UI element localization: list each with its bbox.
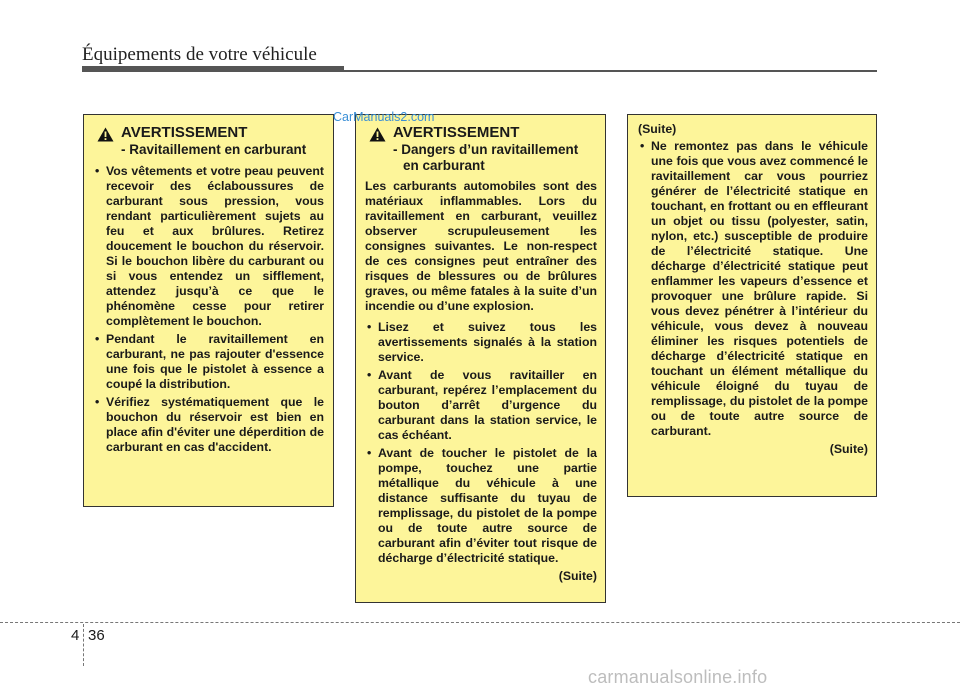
- warning-title: AVERTISSEMENT: [121, 124, 248, 141]
- header-rule: [82, 70, 877, 72]
- page-header-title: Équipements de votre véhicule: [82, 44, 317, 65]
- list-item: • Vérifiez systématiquement que le bouchon du réservoir est bien en place afin d'éviter une déperdition de carburant en cas d'accident.: [93, 395, 324, 455]
- list-item: • Avant de vous ravitailler en carburant, repérez l’emplacement du bouton d’arrêt d’urgence du carburant dans la station service, le cas échéant.: [365, 368, 597, 443]
- continued-label: (Suite): [829, 442, 868, 456]
- warning-heading: [93, 124, 324, 158]
- chapter-number: 4: [71, 627, 80, 644]
- page-number-divider: [83, 624, 84, 666]
- warning-bullet-list: [638, 139, 868, 439]
- warning-triangle-icon: [369, 127, 386, 142]
- warning-box-refueling-dangers: [355, 114, 606, 603]
- list-item: • Pendant le ravitaillement en carburant, ne pas rajouter d'essence une fois que le pistolet à essence a coupé la distribution.: [93, 332, 324, 392]
- list-item: • Ne remontez pas dans le véhicule une fois que vous avez commencé le ravitaillement car vous pourriez générer de l’électricité statique en touchant, en frottant ou en effleurant un objet ou tissu (polyester, satin, nylon, etc.) susceptible de produire de l’électricité statique. Une décharge d’électricité statique peut enflammer les vapeurs d’essence et provoquer une brûlure rapide. Si vous devez pénétrer à l’intérieur du véhicule, vous devez à nouveau éliminer les risques potentiels de décharge d’électricité statique en touchant un élément métallique du véhicule éloigné du tuyau de remplissage, du pistolet de la pompe ou de toute autre source de carburant.: [638, 139, 868, 439]
- list-item: • Lisez et suivez tous les avertissements signalés à la station service.: [365, 320, 597, 365]
- footer-rule: [0, 622, 960, 623]
- continued-label: (Suite): [558, 569, 597, 583]
- watermark-top: CarManuals2.com: [333, 110, 435, 124]
- warning-triangle-icon: [97, 127, 114, 142]
- list-item: • Avant de toucher le pistolet de la pompe, touchez une partie métallique du véhicule à une distance suffisante du tuyau de remplissage, du pistolet de la pompe ou de toute autre source de carburant afin d’éviter tout risque de décharge d’électricité statique.: [365, 446, 597, 566]
- warning-box-refueling: [83, 114, 334, 507]
- warning-box-continued: [627, 114, 877, 497]
- warning-bullet-list: [365, 320, 597, 566]
- warning-heading: [365, 124, 597, 174]
- warning-intro: Les carburants automobiles sont des matériaux inflammables. Lors du ravitaillement en carburant, veuillez observer scrupuleusement les consignes suivantes. Le non-respect de ces consignes peut entraîner des risques de blessures ou de brûlures graves, ou même fatales à la suite d’un incendie ou d’une explosion.: [365, 179, 597, 313]
- continued-from-label: (Suite): [638, 122, 677, 136]
- warning-subtitle: - Ravitaillement en carburant: [121, 142, 307, 157]
- watermark-bottom: carmanualsonline.info: [588, 667, 768, 687]
- warning-title: AVERTISSEMENT: [393, 124, 520, 141]
- list-item: • Vos vêtements et votre peau peuvent recevoir des éclaboussures de carburant sous pression, vous rendant particulièrement sujets au feu et aux brûlures. Retirez doucement le bouchon du réservoir. Si le bouchon libère du carburant ou si vous entendez un sifflement, attendez jusqu’à ce que le phénomène cesse pour retirer complètement le bouchon.: [93, 164, 324, 329]
- warning-subtitle: - Dangers d’un ravitaillement en carburant: [393, 142, 579, 173]
- warning-bullet-list: [93, 164, 324, 455]
- page-number: 36: [88, 627, 105, 644]
